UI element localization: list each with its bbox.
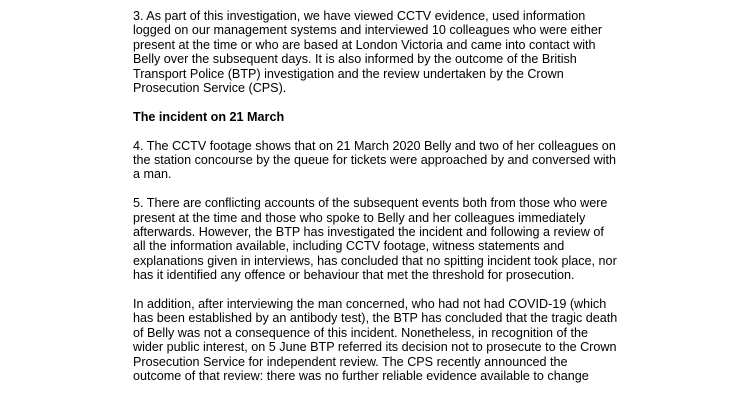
text-line: present at the time and those who spoke to Belly and her colleagues immediately	[133, 210, 586, 225]
paragraph-3	[133, 9, 663, 95]
paragraph-5	[133, 196, 663, 282]
text-line: Belly over the subsequent days. It is also informed by the outcome of the British	[133, 52, 577, 67]
text-line: a man.	[133, 167, 172, 182]
section-heading: The incident on 21 March	[133, 109, 285, 124]
text-line: has been established by an antibody test), the BTP has concluded that the tragic death	[133, 311, 618, 326]
text-line: 5. There are conflicting accounts of the subsequent events both from those who were	[133, 196, 608, 211]
document-body	[133, 9, 663, 384]
paragraph-spacer	[133, 95, 663, 109]
text-line: of Belly was not a consequence of this incident. Nonetheless, in recognition of the	[133, 325, 589, 340]
text-line: In addition, after interviewing the man concerned, who had not had COVID-19 (which	[133, 297, 607, 312]
text-line: afterwards. However, the BTP has investigated the incident and following a review of	[133, 225, 604, 240]
text-line: the station concourse by the queue for tickets were approached by and conversed with	[133, 153, 617, 168]
text-line: Prosecution Service (CPS).	[133, 81, 287, 96]
text-line: wider public interest, on 5 June BTP referred its decision not to prosecute to the Crown	[133, 340, 617, 355]
text-line: explanations given in interviews, has concluded that no spitting incident took place, nor	[133, 253, 617, 268]
text-line: 4. The CCTV footage shows that on 21 March 2020 Belly and two of her colleagues on	[133, 138, 616, 153]
text-line: has it identified any offence or behaviour that met the threshold for prosecution.	[133, 268, 575, 283]
paragraph-6	[133, 297, 663, 383]
paragraph-4	[133, 139, 663, 182]
text-line: logged on our management systems and interviewed 10 colleagues who were either	[133, 23, 603, 38]
text-line: Transport Police (BTP) investigation and the review undertaken by the Crown	[133, 66, 564, 81]
text-line: 3. As part of this investigation, we have viewed CCTV evidence, used information	[133, 9, 586, 23]
text-line: Prosecution Service for independent review. The CPS recently announced the	[133, 354, 568, 369]
paragraph-spacer	[133, 124, 663, 138]
paragraph-spacer	[133, 182, 663, 196]
text-line: present at the time or who are based at London Victoria and came into contact with	[133, 37, 596, 52]
text-line: all the information available, including CCTV footage, witness statements and	[133, 239, 565, 254]
paragraph-spacer	[133, 283, 663, 297]
text-line: outcome of that review: there was no further reliable evidence available to change	[133, 369, 589, 384]
